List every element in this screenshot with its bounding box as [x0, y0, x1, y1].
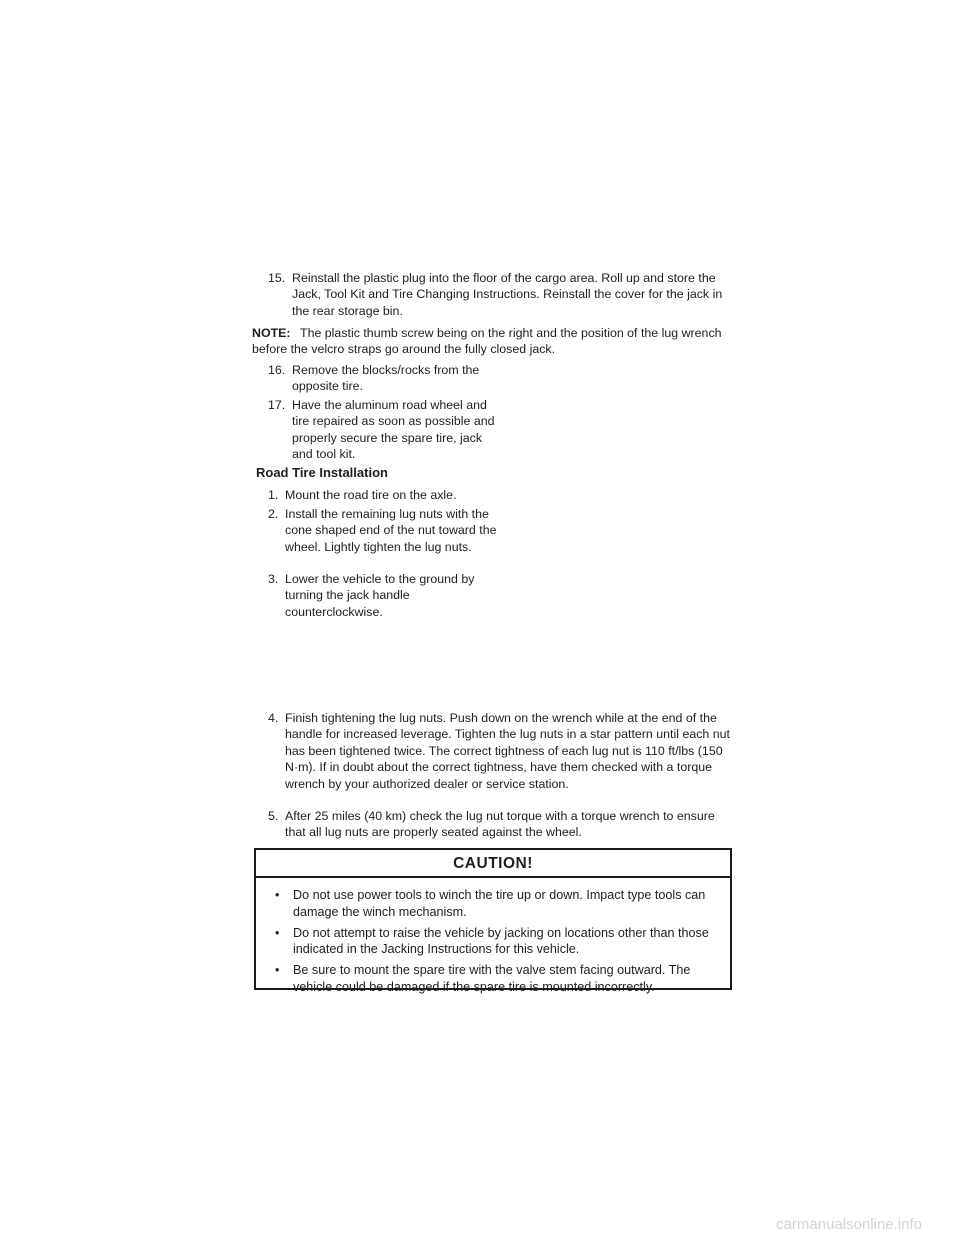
caution-item-text: Be sure to mount the spare tire with the valve stem facing outward. The vehicle could be damaged if the spare tire is mounted incorrectly.: [293, 963, 691, 994]
step-17: [268, 397, 498, 463]
road-tire-step-2: [268, 506, 498, 555]
step-number: 16.: [268, 363, 286, 377]
watermark-text: carmanualsonline.info: [776, 1216, 922, 1233]
step-text: Reinstall the plastic plug into the floor of the cargo area. Roll up and store the Jack, Tool Kit and Tire Changing Instructions. Reinstall the cover for the jack in the rear storage bin.: [292, 271, 723, 318]
road-tire-step-3: [268, 571, 498, 620]
step-number: 2.: [268, 507, 279, 521]
section-heading-road-tire-installation: Road Tire Installation: [256, 465, 388, 480]
step-text: Mount the road tire on the axle.: [285, 488, 457, 502]
road-tire-step-4: [268, 710, 734, 792]
note-label: NOTE:: [252, 326, 291, 340]
bullet-icon: •: [275, 888, 280, 902]
caution-item: [274, 887, 724, 921]
road-tire-step-1: [268, 487, 498, 503]
step-text: After 25 miles (40 km) check the lug nut torque with a torque wrench to ensure that all lug nuts are properly seated against the wheel.: [285, 809, 715, 840]
caution-item: [274, 962, 724, 996]
step-number: 5.: [268, 809, 279, 823]
step-text: Install the remaining lug nuts with the cone shaped end of the nut toward the wheel. Lightly tighten the lug nuts.: [285, 507, 497, 554]
step-number: 15.: [268, 271, 286, 285]
bullet-icon: •: [275, 925, 280, 940]
note-text: The plastic thumb screw being on the right and the position of the lug wrench before the velcro straps go around the fully closed jack.: [252, 326, 722, 357]
step-text: Lower the vehicle to the ground by turning the jack handle counterclockwise.: [285, 572, 475, 619]
road-tire-step-5: [268, 808, 734, 841]
note-block: [252, 325, 724, 358]
step-number: 17.: [268, 398, 286, 412]
caution-item-text: Do not use power tools to winch the tire up or down. Impact type tools can damage the winch mechanism.: [293, 888, 706, 919]
caution-item-text: Do not attempt to raise the vehicle by jacking on locations other than those indicated in the Jacking Instructions for this vehicle.: [293, 925, 709, 957]
step-number: 1.: [268, 488, 279, 502]
step-number: 4.: [268, 711, 279, 725]
step-text: Remove the blocks/rocks from the opposite tire.: [292, 363, 480, 394]
step-16: [268, 362, 498, 395]
step-text: Finish tightening the lug nuts. Push down on the wrench while at the end of the handle for increased leverage. Tighten the lug nuts in a star pattern until each nut has been tightened twice. The correct tightness of each lug nut is 110 ft/lbs (150 N·m). If in doubt about the correct tightness, have them checked with a torque wrench by your authorized dealer or service station.: [285, 711, 730, 791]
caution-box: [254, 848, 732, 994]
caution-title: CAUTION!: [256, 850, 730, 878]
step-number: 3.: [268, 572, 279, 586]
step-15: [268, 270, 730, 319]
bullet-icon: •: [275, 963, 280, 978]
step-text: Have the aluminum road wheel and tire repaired as soon as possible and properly secure the spare tire, jack and tool kit.: [292, 398, 495, 462]
caution-list: [274, 887, 724, 1000]
caution-item: [274, 925, 724, 959]
